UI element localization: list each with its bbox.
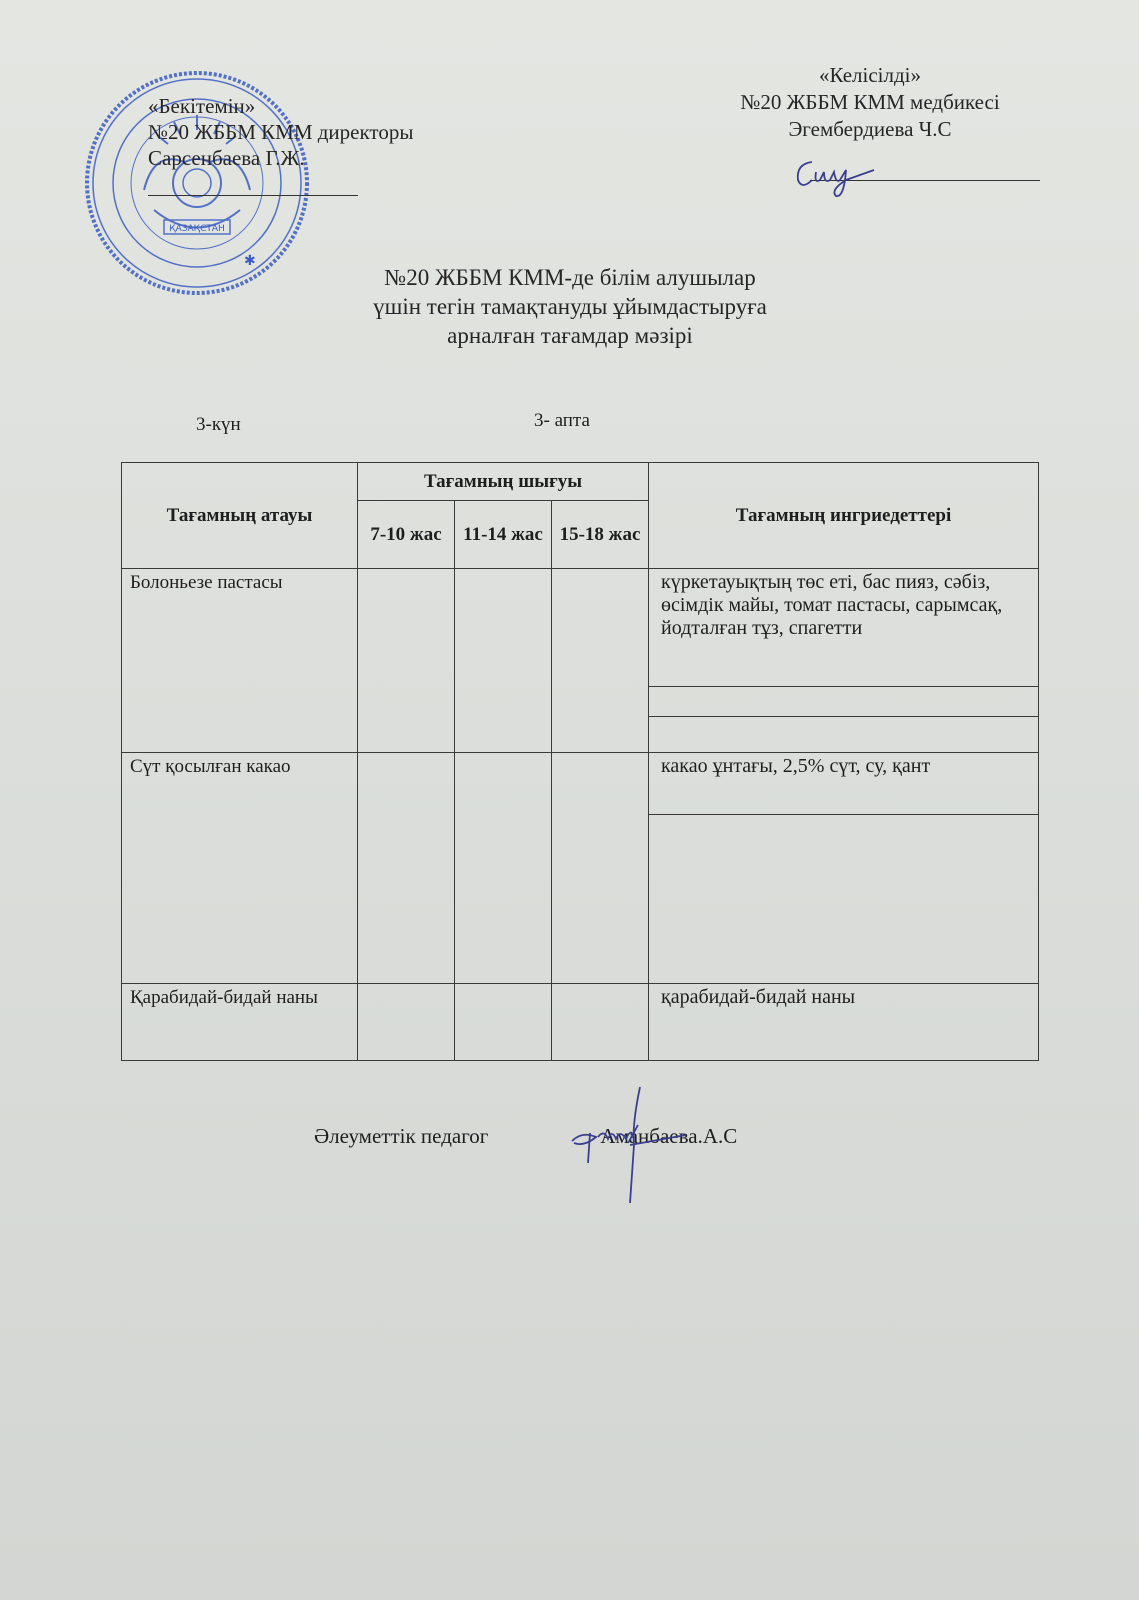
table-row <box>122 753 1039 815</box>
header-age-11-14: 11-14 жас <box>455 501 552 569</box>
portion-cell <box>358 984 455 1061</box>
header-ingredients: Тағамның ингриедеттері <box>649 463 1039 569</box>
portion-cell <box>552 753 649 984</box>
svg-text:ҚАЗАҚСТАН: ҚАЗАҚСТАН <box>169 224 225 234</box>
menu-table <box>121 462 1039 1061</box>
header-age-15-18: 15-18 жас <box>552 501 649 569</box>
title-line-3: арналған тағамдар мәзірі <box>447 323 693 348</box>
title-line-1: №20 ЖББМ КММ-де білім алушылар <box>384 265 756 290</box>
pedagogue-signature-icon <box>568 1085 688 1210</box>
ingredients-cell: қарабидай-бидай наны <box>649 984 1039 1061</box>
approval-label: «Бекітемін» <box>148 94 256 118</box>
header-output: Тағамның шығуы <box>358 463 649 501</box>
agreed-label: «Келісілді» <box>819 63 921 87</box>
ingredients-cell: какао ұнтағы, 2,5% сүт, су, қант <box>649 753 1039 815</box>
director-position: №20 ЖББМ КММ директоры <box>148 120 414 144</box>
portion-cell <box>455 569 552 753</box>
social-pedagogue-position: Әлеуметтік педагог <box>314 1124 489 1148</box>
dish-name: Болоньезе пастасы <box>122 569 358 753</box>
approval-block-nurse <box>700 62 1040 143</box>
empty-cell <box>649 687 1039 717</box>
portion-cell <box>552 984 649 1061</box>
social-pedagogue-name: Аманбаева.А.С <box>600 1124 738 1148</box>
nurse-position: №20 ЖББМ КММ медбикесі <box>740 90 1000 114</box>
nurse-name: Эгембердиева Ч.С <box>788 117 952 141</box>
dish-name: Сүт қосылған какао <box>122 753 358 984</box>
signature-line <box>148 195 358 196</box>
portion-cell <box>552 569 649 753</box>
table-row <box>122 984 1039 1061</box>
portion-cell <box>358 753 455 984</box>
ingredients-cell: күркетауықтың төс еті, бас пияз, сәбіз, өсімдік майы, томат пастасы, сарымсақ, йодталған тұз, спагетти <box>649 569 1039 687</box>
nurse-signature-icon <box>790 150 880 200</box>
header-dish-name: Тағамның атауы <box>122 463 358 569</box>
week-label: 3- апта <box>534 410 590 431</box>
dish-name: Қарабидай-бидай наны <box>122 984 358 1061</box>
empty-cell <box>649 717 1039 753</box>
empty-cell <box>649 815 1039 984</box>
approval-block-director <box>148 93 488 196</box>
title-line-2: үшін тегін тамақтануды ұйымдастыруға <box>373 294 767 319</box>
portion-cell <box>455 753 552 984</box>
portion-cell <box>455 984 552 1061</box>
svg-text:✱: ✱ <box>244 254 256 269</box>
portion-cell <box>358 569 455 753</box>
table-row <box>122 569 1039 687</box>
header-age-7-10: 7-10 жас <box>358 501 455 569</box>
director-name: Сарсенбаева Г.Ж. <box>148 146 305 170</box>
day-label: 3-күн <box>196 414 241 435</box>
page-title <box>240 263 900 350</box>
